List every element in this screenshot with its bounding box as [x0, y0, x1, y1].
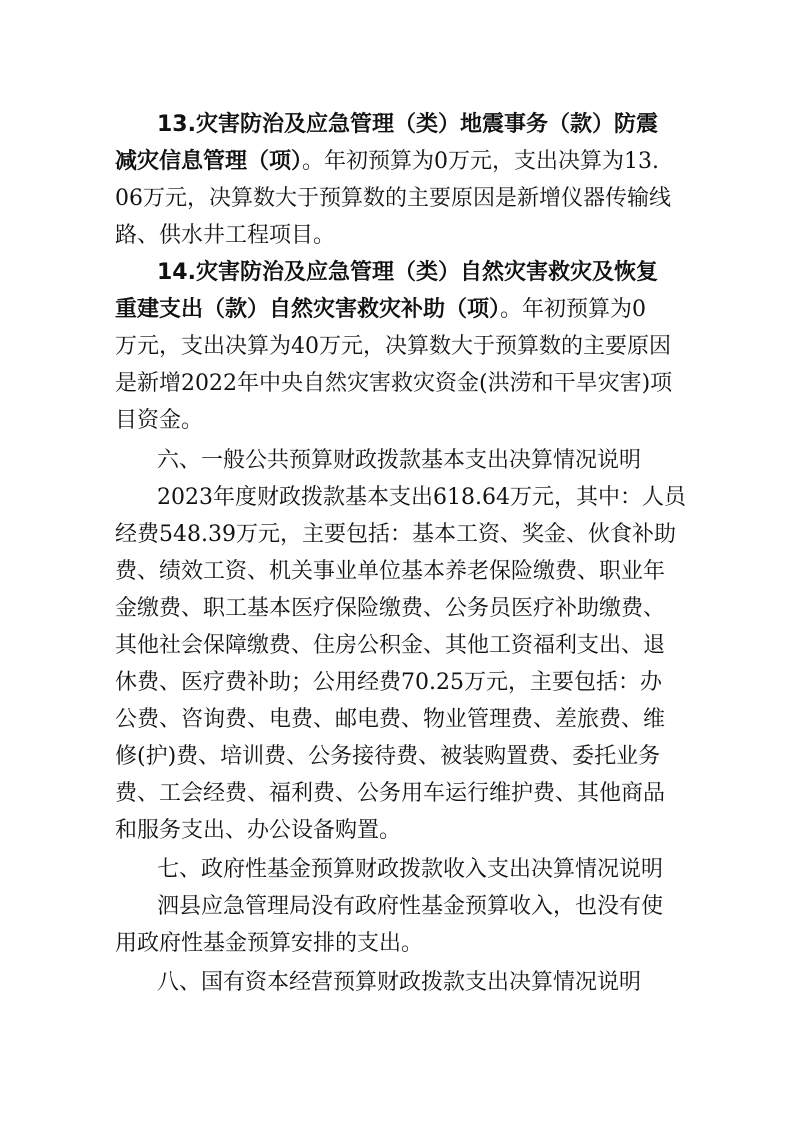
item14-line2 — [115, 291, 685, 329]
section7-line: 泗县应急管理局没有政府性基金预算收入，也没有使 — [157, 894, 664, 919]
item13-line2 — [115, 143, 685, 181]
section6-line: 修(护)费、培训费、公务接待费、被装购置费、委托业务 — [115, 744, 661, 769]
item13-line4: 路、供水井工程项目。 — [115, 223, 336, 248]
section6-line: 2023年度财政拨款基本支出618.64万元，其中：人员 — [157, 485, 686, 510]
section6-line: 费、工会经费、福利费、公务用车运行维护费、其他商品 — [115, 781, 666, 806]
section6-line: 费、绩效工资、机关事业单位基本养老保险缴费、职业年 — [115, 559, 666, 584]
item14-line5: 目资金。 — [115, 408, 204, 433]
section6-line: 和服务支出、办公设备购置。 — [115, 818, 402, 843]
section6-line: 休费、医疗费补助；公用经费70.25万元，主要包括：办 — [115, 670, 662, 695]
item13-title-line2: 减灾信息管理（项） — [115, 149, 303, 174]
section6-line: 金缴费、职工基本医疗保险缴费、公务员医疗补助缴费、 — [115, 596, 666, 621]
section7-heading: 七、政府性基金预算财政拨款收入支出决算情况说明 — [157, 857, 664, 882]
item13-budget-text: 。年初预算为0万元，支出决算为13. — [302, 149, 660, 174]
section8-heading: 八、国有资本经营预算财政拨款支出决算情况说明 — [157, 970, 642, 995]
item13-line3: 06万元，决算数大于预算数的主要原因是新增仪器传输线 — [115, 186, 671, 211]
item14-line4: 是新增2022年中央自然灾害救灾资金(洪涝和干旱灾害)项 — [115, 371, 673, 396]
item14-title-line2: 重建支出（款）自然灾害救灾补助（项） — [115, 297, 501, 322]
section7-line: 用政府性基金预算安排的支出。 — [115, 931, 424, 956]
section6-line: 公费、咨询费、电费、邮电费、物业管理费、差旅费、维 — [115, 707, 666, 732]
item14-line3: 万元，支出决算为40万元，决算数大于预算数的主要原因 — [115, 334, 671, 359]
item14-title-line1: 14.灾害防治及应急管理（类）自然灾害救灾及恢复 — [157, 260, 658, 285]
section6-line: 经费548.39万元，主要包括：基本工资、奖金、伙食补助 — [115, 522, 676, 547]
section6-heading: 六、一般公共预算财政拨款基本支出决算情况说明 — [157, 448, 642, 473]
section6-line: 其他社会保障缴费、住房公积金、其他工资福利支出、退 — [115, 633, 666, 658]
item14-budget-text: 。年初预算为0 — [500, 297, 647, 322]
item13-title-line1: 13.灾害防治及应急管理（类）地震事务（款）防震 — [157, 112, 658, 137]
